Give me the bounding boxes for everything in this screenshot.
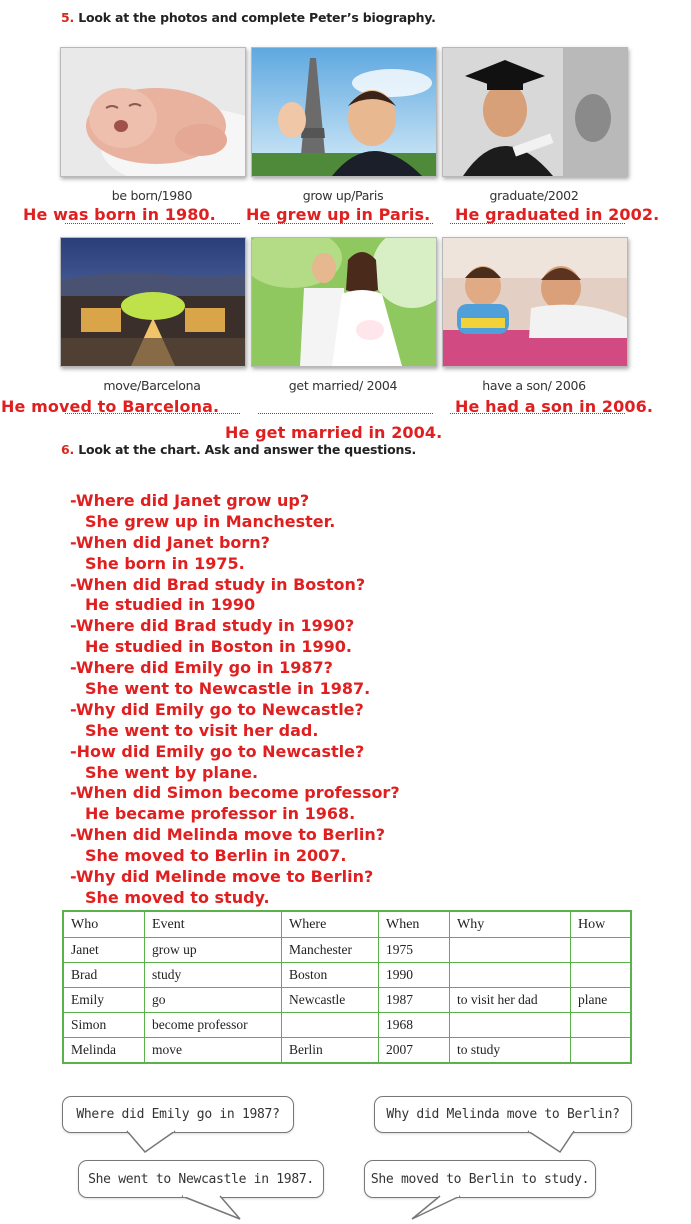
cell-why: to visit her dad (450, 988, 571, 1013)
answer-son: He had a son in 2006. (455, 397, 654, 416)
speech-bubble-answer-1 (78, 1160, 324, 1198)
section-5-heading (61, 10, 436, 25)
cell-why: to study (450, 1038, 571, 1064)
cell-where: Boston (282, 963, 379, 988)
bubble-q2-text: Why did Melinda move to Berlin? (386, 1107, 620, 1122)
cell-why (450, 963, 571, 988)
bubble-q1-text: Where did Emily go in 1987? (76, 1107, 280, 1122)
speech-bubble-tail-icon (125, 1130, 185, 1154)
cell-when: 2007 (379, 1038, 450, 1064)
wedding-photo (251, 237, 437, 367)
cell-why (450, 1013, 571, 1038)
answer-move: He moved to Barcelona. (1, 397, 220, 416)
answer-born: He was born in 1980. (23, 205, 216, 224)
events-table (62, 910, 632, 1064)
caption-born: be born/1980 (111, 188, 193, 203)
cell-how (571, 938, 632, 963)
qa-question: -When did Melinda move to Berlin? (70, 825, 385, 845)
qa-question: -When did Simon become professor? (70, 783, 400, 803)
header-when: When (379, 911, 450, 938)
qa-answer: She moved to Berlin in 2007. (85, 846, 347, 866)
table-row (63, 1013, 631, 1038)
caption-grow-up: grow up/Paris (302, 188, 384, 203)
cell-why (450, 938, 571, 963)
cell-who: Janet (63, 938, 145, 963)
cell-event: grow up (145, 938, 282, 963)
father-son-photo (442, 237, 628, 367)
qa-answer: He studied in 1990 (85, 595, 256, 615)
section-6-number: 6. (61, 442, 75, 457)
section-5-title: Look at the photos and complete Peter’s biography. (78, 10, 436, 25)
cell-event: study (145, 963, 282, 988)
qa-answer: She born in 1975. (85, 553, 245, 573)
cell-when: 1987 (379, 988, 450, 1013)
qa-answer: She went by plane. (85, 762, 259, 782)
graduation-photo (442, 47, 628, 177)
qa-answer: She moved to study. (85, 887, 270, 907)
section-6-heading (61, 442, 416, 457)
cell-who: Emily (63, 988, 145, 1013)
cell-when: 1990 (379, 963, 450, 988)
cell-where: Berlin (282, 1038, 379, 1064)
answer-married: He get married in 2004. (225, 423, 443, 442)
cell-event: go (145, 988, 282, 1013)
speech-bubble-question-1 (62, 1096, 294, 1133)
qa-question: -Why did Melinde move to Berlin? (70, 867, 374, 887)
cell-who: Simon (63, 1013, 145, 1038)
speech-bubble-answer-2 (364, 1160, 596, 1198)
qa-question: -When did Brad study in Boston? (70, 574, 366, 594)
caption-move: move/Barcelona (103, 378, 201, 393)
cell-how (571, 1038, 632, 1064)
cell-event: become professor (145, 1013, 282, 1038)
header-who: Who (63, 911, 145, 938)
caption-married: get married/ 2004 (288, 378, 398, 393)
table-row (63, 1038, 631, 1064)
cell-how (571, 963, 632, 988)
qa-question: -How did Emily go to Newcastle? (70, 741, 365, 761)
table-header-row (63, 911, 631, 938)
qa-question: -Where did Janet grow up? (70, 491, 310, 510)
qa-question: -Where did Brad study in 1990? (70, 616, 355, 636)
qa-answer: He became professor in 1968. (85, 804, 356, 824)
section-6-title: Look at the chart. Ask and answer the questions. (78, 442, 416, 457)
answer-graduate: He graduated in 2002. (455, 205, 660, 224)
header-event: Event (145, 911, 282, 938)
table-row (63, 988, 631, 1013)
bubble-a2-text: She moved to Berlin to study. (370, 1171, 590, 1187)
qa-question: -Where did Emily go in 1987? (70, 658, 333, 678)
paris-photo (251, 47, 437, 177)
speech-bubble-tail-icon (400, 1195, 470, 1221)
answer-grow-up: He grew up in Paris. (246, 205, 431, 224)
cell-event: move (145, 1038, 282, 1064)
speech-bubble-question-2 (374, 1096, 632, 1133)
header-why: Why (450, 911, 571, 938)
header-where: Where (282, 911, 379, 938)
speech-bubble-tail-icon (180, 1195, 250, 1221)
table-row (63, 963, 631, 988)
answer-line-5 (258, 413, 433, 414)
table-row (63, 938, 631, 963)
qa-answer: She went to Newcastle in 1987. (85, 679, 371, 699)
section-5-number: 5. (61, 10, 75, 25)
cell-where (282, 1013, 379, 1038)
cell-where: Newcastle (282, 988, 379, 1013)
cell-when: 1968 (379, 1013, 450, 1038)
cell-who: Brad (63, 963, 145, 988)
bubble-a1-text: She went to Newcastle in 1987. (88, 1171, 314, 1187)
qa-answer: She went to visit her dad. (85, 720, 319, 740)
qa-answer: He studied in Boston in 1990. (85, 637, 352, 657)
header-how: How (571, 911, 632, 938)
cell-who: Melinda (63, 1038, 145, 1064)
baby-photo (60, 47, 246, 177)
qa-question: -When did Janet born? (70, 532, 270, 552)
cell-where: Manchester (282, 938, 379, 963)
cell-how: plane (571, 988, 632, 1013)
barcelona-photo (60, 237, 246, 367)
speech-bubble-tail-icon (520, 1130, 580, 1154)
caption-graduate: graduate/2002 (489, 188, 579, 203)
qa-answer: She grew up in Manchester. (85, 511, 336, 531)
cell-how (571, 1013, 632, 1038)
cell-when: 1975 (379, 938, 450, 963)
qa-question: -Why did Emily go to Newcastle? (70, 699, 364, 719)
qa-list (70, 491, 400, 909)
caption-son: have a son/ 2006 (482, 378, 586, 393)
